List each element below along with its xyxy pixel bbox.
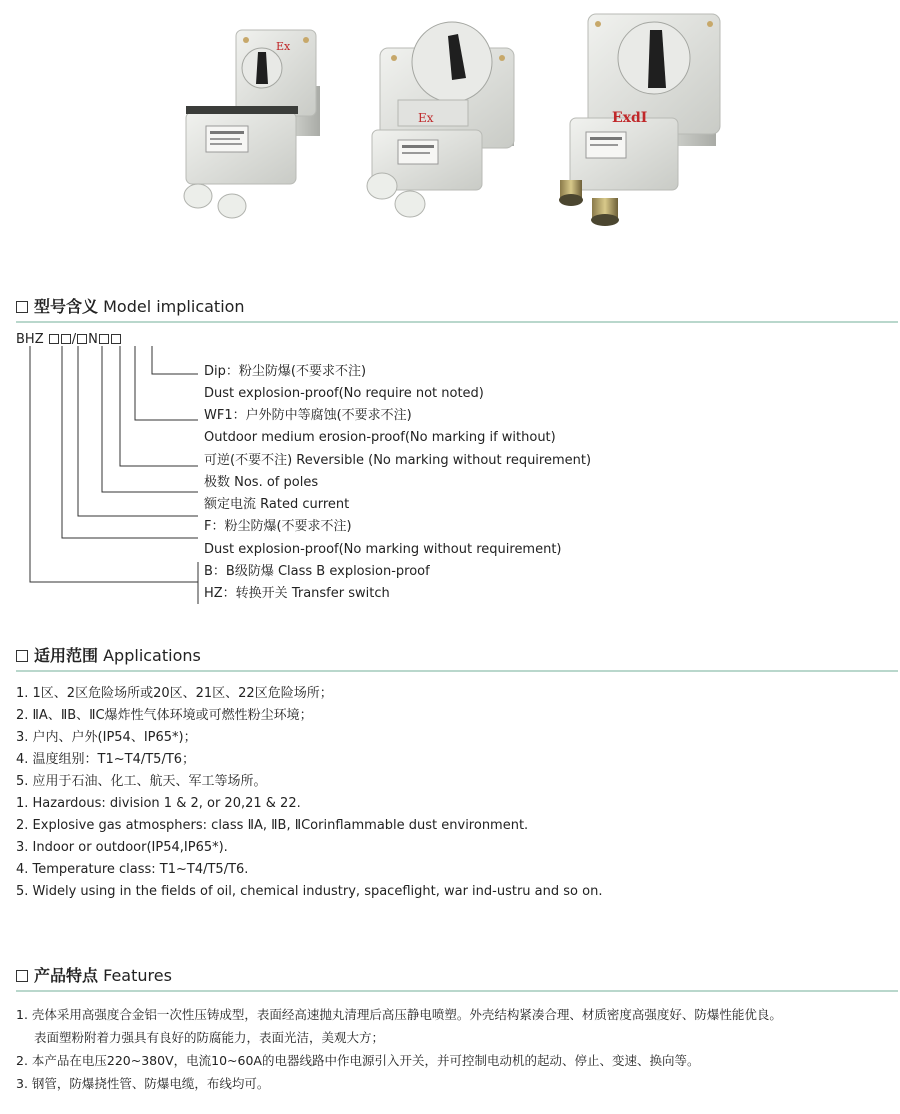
section-heading-features bbox=[16, 965, 172, 987]
model-code-letter: N bbox=[88, 332, 98, 347]
product-switch-mining bbox=[559, 14, 720, 226]
model-line-dip: Dip：粉尘防爆(不要求不注) bbox=[204, 364, 367, 379]
section-divider bbox=[16, 321, 898, 323]
tree-connector-current bbox=[78, 346, 198, 516]
model-line-f-en: Dust explosion-proof(No marking without requirement) bbox=[204, 542, 562, 557]
section-title-en: Model implication bbox=[103, 297, 245, 316]
model-line-reversible: 可逆(不要不注) Reversible (No marking without requirement) bbox=[204, 453, 592, 468]
square-bullet-icon bbox=[16, 301, 28, 313]
product-switch-small bbox=[184, 30, 320, 218]
model-code-tree bbox=[0, 340, 900, 610]
section-title-en: Applications bbox=[103, 646, 201, 665]
applications-item: 3. 户内、户外(IP54、IP65*)； bbox=[16, 730, 197, 745]
product-photos bbox=[0, 0, 900, 240]
model-line-dip-en: Dust explosion-proof(No require not noted) bbox=[204, 386, 484, 401]
product-label: Ex bbox=[276, 40, 291, 53]
product-label: ExdI bbox=[612, 110, 648, 126]
tree-connector-dip bbox=[152, 346, 198, 374]
product-switch-medium bbox=[367, 22, 514, 217]
features-item: 3. 钢管，防爆挠性管、防爆电缆，布线均可。 bbox=[16, 1076, 270, 1091]
applications-item: 1. Hazardous: division 1 & 2, or 20,21 & 22. bbox=[16, 796, 301, 811]
model-line-wf1: WF1：户外防中等腐蚀(不要求不注) bbox=[204, 408, 412, 423]
section-title-cn: 适用范围 bbox=[34, 646, 99, 665]
section-title-cn: 产品特点 bbox=[34, 966, 99, 985]
square-bullet-icon bbox=[16, 650, 28, 662]
applications-item: 4. Temperature class: T1~T4/T5/T6. bbox=[16, 862, 249, 877]
section-title-cn: 型号含义 bbox=[34, 297, 99, 316]
applications-item: 5. 应用于石油、化工、航天、军工等场所。 bbox=[16, 774, 267, 789]
model-code-separator: / bbox=[71, 332, 77, 347]
tree-connector-wf1 bbox=[135, 346, 198, 420]
features-item-continued: 表面塑粉附着力强具有良好的防腐能力，表面光洁，美观大方； bbox=[34, 1030, 385, 1045]
tree-connector-b bbox=[62, 346, 198, 538]
model-line-b: B：B级防爆 Class B explosion-proof bbox=[204, 564, 430, 579]
applications-item: 5. Widely using in the fields of oil, chemical industry, spaceflight, war ind-ustru and so on. bbox=[16, 884, 603, 899]
tree-connector-poles bbox=[102, 346, 198, 492]
applications-item: 2. ⅡA、ⅡB、ⅡC爆炸性气体环境或可燃性粉尘环境； bbox=[16, 708, 313, 723]
section-title-en: Features bbox=[103, 966, 172, 985]
section-divider bbox=[16, 670, 898, 672]
model-line-current: 额定电流 Rated current bbox=[204, 497, 350, 512]
model-line-poles: 极数 Nos. of poles bbox=[204, 475, 319, 490]
tree-connector-hz bbox=[30, 346, 198, 582]
applications-item: 3. Indoor or outdoor(IP54,IP65*). bbox=[16, 840, 228, 855]
model-line-wf1-en: Outdoor medium erosion-proof(No marking if without) bbox=[204, 430, 556, 445]
model-code-prefix: BHZ bbox=[16, 332, 44, 347]
section-heading-applications bbox=[16, 645, 201, 667]
applications-item: 1. 1区、2区危险场所或20区、21区、22区危险场所； bbox=[16, 686, 333, 701]
features-item: 1. 壳体采用高强度合金铝一次性压铸成型，表面经高速抛丸清理后高压静电喷塑。外壳结构紧凑合理、材质密度高强度好、防爆性能优良。 bbox=[16, 1007, 782, 1022]
square-bullet-icon bbox=[16, 970, 28, 982]
section-heading-model bbox=[16, 296, 245, 318]
section-divider bbox=[16, 990, 898, 992]
tree-connector-reversible bbox=[120, 346, 198, 466]
model-line-hz: HZ：转换开关 Transfer switch bbox=[204, 586, 390, 601]
applications-item: 4. 温度组别：T1~T4/T5/T6； bbox=[16, 752, 196, 767]
features-item: 2. 本产品在电压220~380V，电流10~60A的电器线路中作电源引入开关，并可控制电动机的起动、停止、变速、换向等。 bbox=[16, 1053, 700, 1068]
model-line-f: F：粉尘防爆(不要求不注) bbox=[204, 519, 352, 534]
product-label: Ex bbox=[418, 111, 434, 125]
applications-item: 2. Explosive gas atmosphers: class ⅡA, ⅡB, ⅡCorinflammable dust environment. bbox=[16, 818, 529, 833]
